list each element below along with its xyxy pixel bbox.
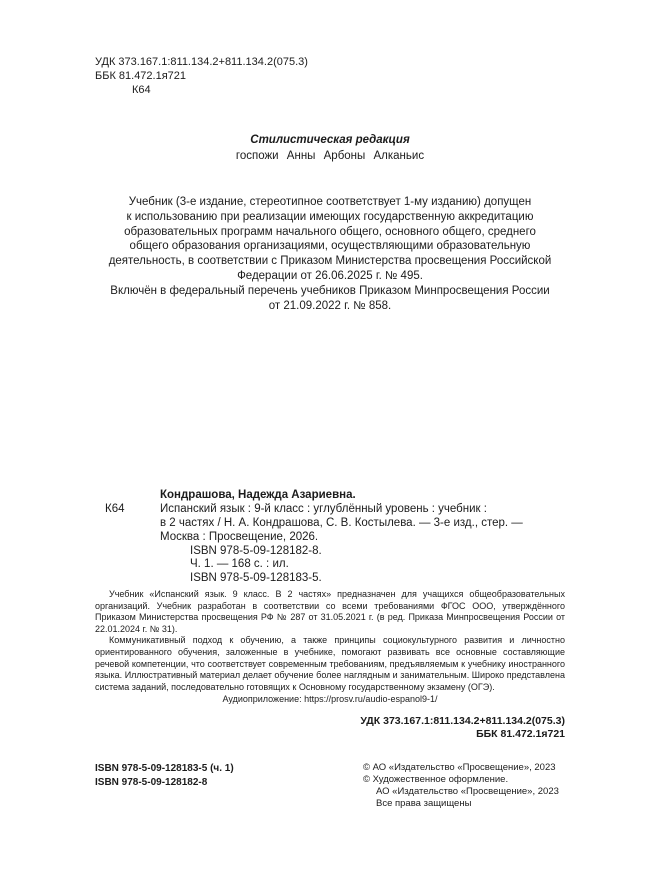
catalog-line: Испанский язык : 9-й класс : углублённый уровень : учебник : — [160, 503, 487, 516]
bottom-codes-block — [95, 715, 565, 742]
permission-paragraph — [95, 195, 565, 313]
copyright-line: © АО «Издательство «Просвещение», 2023 — [363, 761, 556, 773]
bbk-code: ББК 81.472.1я721 — [95, 70, 187, 82]
editorial-credit-block — [95, 133, 565, 164]
catalog-isbn: ISBN 978-5-09-128182-8. — [190, 544, 322, 557]
author-sign-code: К64 — [105, 503, 125, 516]
udk-code: УДК 373.167.1:811.134.2+811.134.2(075.3) — [95, 56, 308, 68]
editorial-credit-name: госпожи Анны Арбоны Алканьис — [235, 150, 425, 162]
permission-line: общего образования организациями, осуществляющими образовательную — [129, 240, 531, 253]
permission-line: деятельность, в соответствии с Приказом Министерства просвещения Российской — [108, 255, 552, 268]
annotation-paragraph: Учебник «Испанский язык. 9 класс. В 2 частях» предназначен для учащихся общеобразовательных организаций. Учебник разработан в соответствии со всеми требованиями ФГОС ООО, утверждённого Приказом Министерства просвещения РФ № 287 от 31.05.2021 г. (в ред. Приказа Минпросвещения России от 22.01.2024 г. № 31). — [95, 588, 565, 634]
author-sign-code: К64 — [132, 84, 151, 96]
bbk-code: ББК 81.472.1я721 — [476, 728, 565, 741]
copyright-line: © Художественное оформление. — [363, 773, 509, 785]
permission-line: от 21.09.2022 г. № 858. — [268, 299, 392, 312]
catalog-author: Кондрашова, Надежда Азариевна. — [160, 489, 356, 502]
copyright-line: АО «Издательство «Просвещение», 2023 — [376, 785, 559, 797]
catalog-line: Москва : Просвещение, 2026. — [160, 530, 319, 543]
annotation-paragraph: Коммуникативный подход к обучению, а также принципы социокультурного развития и личностно ориентированного обучения, заложенные в учебнике, помогают развивать все основные составляющие речевой компетенции, что соответствует современным требованиям, предъявляемым к учебнику иностранного языка. Иллюстративный материал делает обучение более наглядным и занимательным. Широко представлена система заданий, последовательно готовящих к Основному государственному экзамену (ОГЭ). — [95, 635, 565, 692]
imprint-footer — [95, 762, 565, 810]
catalog-isbn: ISBN 978-5-09-128183-5. — [190, 572, 322, 585]
catalog-card — [95, 489, 565, 586]
catalog-entry — [95, 503, 565, 586]
catalog-description — [160, 503, 565, 586]
isbn-line: ISBN 978-5-09-128183-5 (ч. 1) — [95, 762, 234, 774]
annotation-block — [95, 589, 565, 706]
copyright-line: Все права защищены — [376, 797, 472, 809]
permission-line: образовательных программ начального общего, основного общего, среднего — [124, 225, 536, 238]
catalog-part-info: Ч. 1. — 168 с. : ил. — [190, 558, 289, 571]
isbn-block — [95, 762, 234, 810]
permission-line: к использованию при реализации имеющих государственную аккредитацию — [126, 210, 534, 223]
catalog-line: в 2 частях / Н. А. Кондрашова, С. В. Костылева. — 3-е изд., стер. — — [160, 516, 523, 529]
udk-code: УДК 373.167.1:811.134.2+811.134.2(075.3) — [360, 714, 565, 727]
top-codes-block — [95, 55, 565, 97]
permission-line: Федерации от 26.06.2025 г. № 495. — [237, 269, 423, 282]
copyright-block — [363, 762, 565, 810]
permission-line: Учебник (3-е издание, стереотипное соответствует 1-му изданию) допущен — [128, 196, 532, 208]
isbn-line: ISBN 978-5-09-128182-8 — [95, 776, 208, 788]
permission-line: Включён в федеральный перечень учебников Приказом Минпросвещения России — [110, 284, 550, 297]
editorial-credit-title: Стилистическая редакция — [250, 134, 410, 146]
audio-supplement-link: Аудиоприложение: https://prosv.ru/audio-espanol9-1/ — [222, 694, 438, 705]
